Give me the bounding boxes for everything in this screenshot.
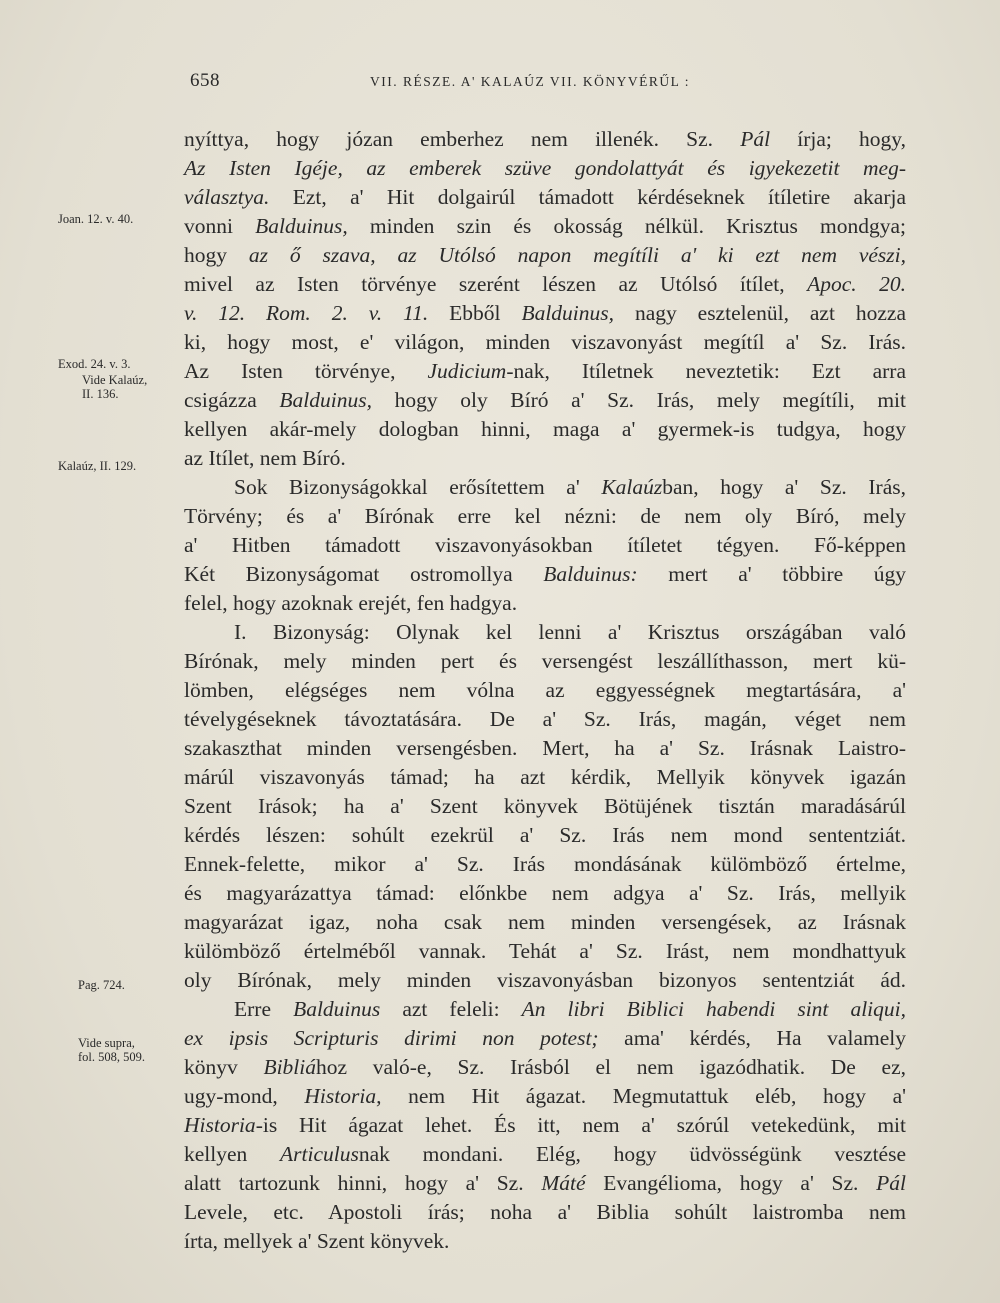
text-span: hoz való-e, Sz. Irásból el nem igazódhatik. De ez, — [316, 1055, 907, 1079]
text-line — [184, 444, 906, 473]
text-line — [184, 531, 906, 560]
text-span: oly Bírónak, mely minden viszavonyásban bizonyos sententziát ád. — [184, 968, 906, 992]
text-line — [184, 908, 906, 937]
margin-note — [78, 978, 202, 992]
margin-note-line: fol. 508, 509. — [78, 1050, 146, 1064]
text-line — [184, 357, 906, 386]
italic-text: Pál — [740, 127, 771, 151]
text-span: ama' kérdés, Ha valamely — [598, 1026, 906, 1050]
text-line — [184, 705, 906, 734]
text-line — [184, 647, 906, 676]
italic-text: Máté — [541, 1171, 586, 1195]
running-head: VII. RÉSZE. A' KALAÚZ VII. KÖNYVÉRŰL : — [370, 74, 691, 89]
text-span: kellyen akár-mely dologban hinni, maga a' gyermek-is tudgya, hogy — [184, 417, 906, 441]
text-span: nagy esztelenül, azt hozza — [614, 301, 906, 325]
text-line — [184, 1024, 906, 1053]
italic-text: Historia — [184, 1113, 256, 1137]
text-span: szakaszthat minden versengésben. Mert, ha a' Sz. Irásnak Laistro- — [184, 736, 906, 760]
text-span: Szent Irások; ha a' Szent könyvek Bötüjének tisztán maradásárúl — [184, 794, 906, 818]
italic-text: Apoc. 20. — [807, 272, 906, 296]
text-span: Ebből — [428, 301, 522, 325]
italic-text: Balduinus — [293, 997, 381, 1021]
text-span: és magyarázattya támad: előnkbe nem adgya a' Sz. Irás, mellyik — [184, 881, 906, 905]
text-line — [184, 763, 906, 792]
italic-text: az ő szava, az Utólsó napon megítíli a' ki ezt nem vészi, — [248, 243, 907, 267]
text-span: lömben, elégséges nem vólna az eggyességnek megtartására, a' — [184, 678, 906, 702]
text-line — [184, 473, 906, 502]
text-span: Erre — [234, 997, 294, 1021]
text-line — [184, 589, 906, 618]
text-line — [184, 879, 906, 908]
text-span: -nak, Itíletnek neveztetik: Ezt arra — [506, 359, 906, 383]
text-line — [184, 821, 906, 850]
text-span: Evangélioma, hogy a' Sz. — [585, 1171, 877, 1195]
margin-note-line: Vide Kalaúz, — [82, 373, 148, 387]
text-span: Levele, etc. Apostoli írás; noha a' Biblia sohúlt laistromba nem — [184, 1200, 906, 1224]
text-span: Ennek-felette, mikor a' Sz. Irás mondásának külömböző értelme, — [184, 852, 906, 876]
italic-text: választya. — [184, 185, 270, 209]
margin-note — [58, 459, 182, 473]
text-span: az Itílet, nem Bíró. — [184, 446, 346, 470]
margin-note — [82, 373, 206, 401]
text-line — [184, 502, 906, 531]
text-span: azt feleli: — [380, 997, 522, 1021]
margin-note-line: Joan. 12. v. 40. — [58, 212, 134, 226]
text-span: ban, hogy a' Sz. Irás, — [662, 475, 906, 499]
text-line — [184, 386, 906, 415]
text-line — [184, 995, 906, 1024]
italic-text: Historia, — [304, 1084, 382, 1108]
italic-text: Balduinus, — [521, 301, 615, 325]
text-span: könyv — [184, 1055, 264, 1079]
margin-note-line: Pag. 724. — [78, 978, 125, 992]
italic-text: Kalaúz — [601, 475, 663, 499]
text-span: a' Hitben támadott viszavonyásokban ítíletet tégyen. Fő-képpen — [184, 533, 906, 557]
text-span: hogy — [184, 243, 249, 267]
margin-note — [78, 1036, 202, 1064]
margin-note-line: Exod. 24. v. 3. — [58, 357, 131, 371]
text-span: Sok Bizonyságokkal erősítettem a' — [234, 475, 602, 499]
text-span: Bírónak, mely minden pert és versengést leszállíthasson, mert kü- — [184, 649, 906, 673]
text-span: ugy-mond, — [184, 1084, 305, 1108]
text-span: mert a' többire úgy — [637, 562, 906, 586]
text-span: írta, mellyek a' Szent könyvek. — [184, 1229, 450, 1253]
text-span: hogy oly Bíró a' Sz. Irás, mely megítíli, mit — [372, 388, 906, 412]
text-span: nyíttya, hogy józan emberhez nem illenék. Sz. — [184, 127, 741, 151]
text-span: alatt tartozunk hinni, hogy a' Sz. — [184, 1171, 542, 1195]
text-line — [184, 125, 906, 154]
italic-text: Judicium — [427, 359, 507, 383]
text-span: felel, hogy azoknak erejét, fen hadgya. — [184, 591, 518, 615]
text-line — [184, 299, 906, 328]
text-line — [184, 850, 906, 879]
text-line — [184, 937, 906, 966]
margin-note-line: II. 136. — [82, 387, 119, 401]
text-line — [184, 734, 906, 763]
text-line — [184, 618, 906, 647]
text-line — [184, 328, 906, 357]
italic-text: ex ipsis Scripturis dirimi non potest; — [184, 1026, 599, 1050]
text-span: ki, hogy most, e' világon, minden viszavonyást megítíl a' Sz. Irás. — [184, 330, 906, 354]
text-line — [184, 676, 906, 705]
text-span: írja; hogy, — [770, 127, 906, 151]
italic-text: Az Isten Igéje, az emberek szüve gondolattyát és igyekezetit meg- — [184, 156, 906, 180]
text-line — [184, 270, 906, 299]
text-line — [184, 560, 906, 589]
text-line — [184, 792, 906, 821]
text-line — [184, 154, 906, 183]
italic-text: Balduinus, — [279, 388, 372, 412]
text-span: magyarázat igaz, noha csak nem minden versengések, az Irásnak — [184, 910, 906, 934]
text-span: Ezt, a' Hit dolgairúl támadott kérdéseknek ítíletire akarja — [269, 185, 906, 209]
text-line — [184, 966, 906, 995]
text-span: kérdés lészen: sohúlt ezekrül a' Sz. Irás nem mond sententziát. — [184, 823, 906, 847]
italic-text: Articulus — [280, 1142, 359, 1166]
text-line — [184, 1082, 906, 1111]
text-line — [184, 212, 906, 241]
text-span: Az Isten törvénye, — [184, 359, 428, 383]
text-span: mivel az Isten törvénye szerént lészen az Utólsó ítílet, — [184, 272, 808, 296]
italic-text: Balduinus, — [255, 214, 348, 238]
text-span: Törvény; és a' Bírónak erre kel nézni: de nem oly Bíró, mely — [184, 504, 906, 528]
text-span: vonni — [184, 214, 256, 238]
text-span: nem Hit ágazat. Megmutattuk eléb, hogy a' — [381, 1084, 906, 1108]
italic-text: An libri Biblici habendi sint aliqui, — [521, 997, 906, 1021]
margin-note — [58, 212, 182, 226]
text-span: márúl viszavonyás támad; ha azt kérdik, Mellyik könyvek igazán — [184, 765, 906, 789]
text-line — [184, 183, 906, 212]
text-line — [184, 1169, 906, 1198]
text-span: I. Bizonyság: Olynak kel lenni a' Krisztus országában való — [234, 620, 906, 644]
text-span: külömböző értelméből vannak. Tehát a' Sz. Irást, nem mondhattyuk — [184, 939, 906, 963]
page-number: 658 — [190, 70, 220, 91]
text-span: nak mondani. Elég, hogy üdvösségünk vesztése — [358, 1142, 906, 1166]
text-line — [184, 1111, 906, 1140]
text-line — [184, 1140, 906, 1169]
text-span: Két Bizonyságomat ostromollya — [184, 562, 544, 586]
text-span: kellyen — [184, 1142, 281, 1166]
text-line — [184, 241, 906, 270]
text-span: minden szin és okosság nélkül. Krisztus mondgya; — [347, 214, 906, 238]
text-line — [184, 415, 906, 444]
text-line — [184, 1053, 906, 1082]
italic-text: Balduinus: — [543, 562, 638, 586]
italic-text: Bibliá — [263, 1055, 317, 1079]
page-header — [0, 70, 1000, 94]
text-span: tévelygéseknek távoztatására. De a' Sz. Irás, magán, véget nem — [184, 707, 906, 731]
margin-note-line: Kalaúz, II. 129. — [58, 459, 137, 473]
body-text — [184, 125, 906, 1256]
text-line — [184, 1227, 906, 1256]
text-span: -is Hit ágazat lehet. És itt, nem a' szórúl vetekedünk, mit — [255, 1113, 906, 1137]
text-span: csigázza — [184, 388, 280, 412]
margin-note-line: Vide supra, — [78, 1036, 135, 1050]
italic-text: Pál — [876, 1171, 906, 1195]
italic-text: v. 12. Rom. 2. v. 11. — [184, 301, 429, 325]
margin-note — [58, 357, 182, 371]
text-line — [184, 1198, 906, 1227]
